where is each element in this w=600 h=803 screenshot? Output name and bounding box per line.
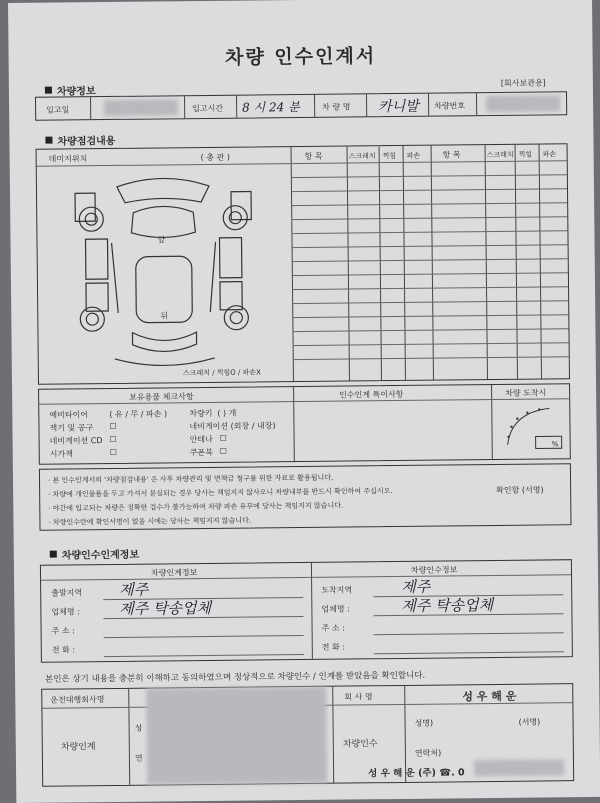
company-use-label: [회사보관용] [500,78,546,88]
note-3: · 야간에 입고되는 차량은 정확한 검수가 불가능하여 차량 파손 유무에 당사는 책임지지 않습니다. [48,501,344,513]
col-item-1: 항 목 [304,151,323,161]
receiver-contact-label: 연락처) [414,748,442,758]
spare-tire-options: ( 유 / 무 / 파손 ) [109,409,168,420]
navi-cd-checkbox[interactable]: ☐ [109,434,117,445]
antenna-label: 안테나 [189,434,213,445]
left-contact-prefix: 연 [134,753,143,763]
cigar-label: 시가잭 [49,449,73,459]
spare-tire-label: 예비타이어 [49,410,89,420]
handover-left-header: 차량인계정보 [150,568,198,578]
agency-label: 운전대행회사명 [50,695,105,705]
depart-label: 출발지역 [51,588,83,598]
company-left-value: 제주 탁송업체 [119,598,212,618]
left-name-prefix: 성 [134,723,143,733]
coupon-checkbox[interactable]: ☐ [219,446,227,456]
agreement-text: 본인은 상기 내용을 충분히 이해하고 동의하였으며 정상적으로 차량인수 / 인계를 받았음을 확인합니다. [45,670,426,685]
jack-label: 잭기 및 공구 [49,423,94,433]
section-handover: 차량인수인계정보 [50,546,139,562]
handover-table [40,559,573,663]
depart-value: 제주 [119,580,149,599]
arrival-header: 차량 도착시 [505,388,547,398]
handover-right-header: 차량인수정보 [410,565,458,575]
diagram-front-label: 앞 [157,235,166,245]
antenna-checkbox[interactable]: ☐ [219,433,227,443]
col-item-2: 항 목 [442,150,461,160]
col-scratch-1: 스크래치 [348,152,376,161]
receive-label: 차량인수 [342,739,378,750]
note-4: · 차량인수란에 확인서명이 없을 시에는 당사는 책임지지 않습니다. [48,516,252,527]
redacted-footer-phone [474,759,564,776]
phone-left-label: 전 화 : [51,645,76,655]
col-broken-1: 파손 [406,151,421,160]
notes-box [39,463,572,531]
form-title: 차량 인수인계서 [224,45,377,69]
car-key-label: 차량키 [189,408,213,419]
company-name-label: 회 사 명 [344,692,373,702]
note-1: · 본 인수인계서의 '차량점검내용' 은 사후 차량관리 및 면책금 청구를 위한 자료로 활용됩니다. [47,473,334,485]
col-dent-1: 찍힘 [382,152,397,161]
navi-cd-label: 네비게이션 CD [49,436,103,446]
col-broken-2: 파손 [542,150,557,159]
col-scratch-2: 스크래치 [486,150,514,160]
redacted-plate [486,95,560,112]
car-damage-diagram [73,172,255,368]
company-name-value: 성 우 해 운 [462,689,517,704]
vehicle-name-value: 카니발 [378,98,419,116]
footer-company: 성 우 해 운 (주) ☎. 0 [368,767,465,780]
company-left-label: 업체명 : [51,607,80,617]
arrive-value: 제주 [401,577,431,596]
damage-legend: 스크래치 / 찍힘O / 파손X [182,368,261,378]
phone-right-label: 전 화 : [321,642,346,652]
company-right-label: 업체명 : [321,604,350,614]
fuel-unit: % [551,440,559,449]
vehicle-info-row [35,91,567,121]
time-label: 입고시간 [192,103,224,114]
coupon-label: 쿠폰북 [189,447,213,458]
jack-checkbox[interactable]: ☐ [109,421,117,432]
redacted-date [104,99,178,116]
diagram-rear-label: 뒤 [160,311,169,321]
section-inspection: 차량점검내용 [45,132,115,148]
vehicle-number-label: 차량번호 [434,101,466,111]
inspection-form [8,0,600,803]
receiver-name-label: 성명) [414,718,434,728]
damage-total-label: ( 총 판 ) [200,152,231,163]
navi-holder-label: 네비게이션 (외장 / 내장) [189,421,276,432]
date-label: 입고일 [46,105,70,115]
handover-label: 차량인계 [60,742,96,753]
vehicle-name-label: 차 량 명 [322,102,351,112]
confirm-signature-label: 확인함 (서명) [496,485,544,495]
cigar-checkbox[interactable]: ☐ [109,447,117,458]
section-vehicle-info: 차량정보 [45,82,96,98]
col-dent-2: 찍힘 [518,150,533,159]
address-left-label: 주 소 : [51,626,75,636]
damage-header: 데미지위치 [48,154,88,164]
receiver-sign-label: (서명) [518,717,541,727]
company-right-value: 제주 탁송업체 [401,596,494,615]
address-right-label: 주 소 : [321,623,345,633]
car-key-count: ( ) 개 [217,408,237,418]
checks-header: 보유용품 체크사항 [129,392,194,402]
note-2: · 차량에 개인물품을 두고 가셔서 분실되는 경우 당사는 책임지지 않사오니 차량내부를 반드시 확인하여 주십시오. [48,487,393,499]
inspection-grid [291,144,569,381]
time-value: 8 시 24 분 [242,100,300,115]
arrive-label: 도착지역 [321,585,353,595]
redacted-agency-info [146,687,327,785]
special-notes-header: 인수인계 특이사항 [339,389,404,400]
checks-table [38,383,571,465]
inspection-table [36,143,570,385]
